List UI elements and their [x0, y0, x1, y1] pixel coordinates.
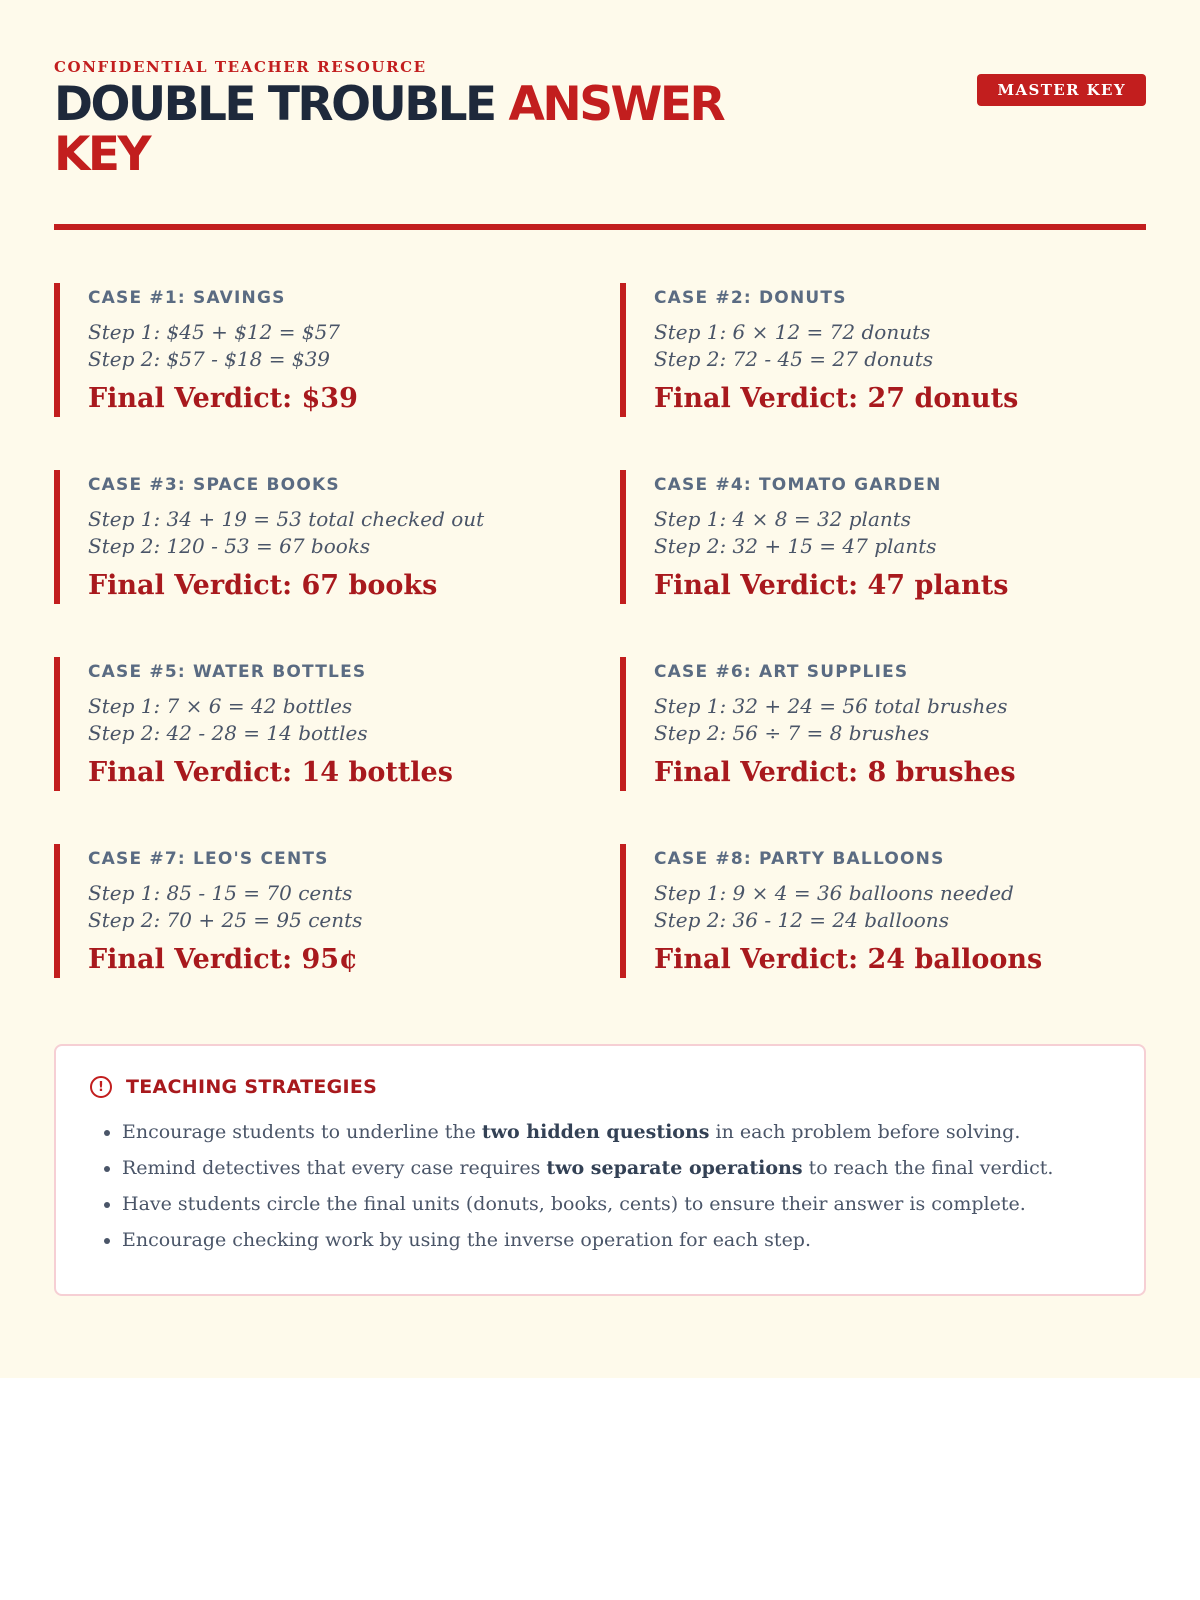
- case-card: [54, 470, 580, 604]
- case-title: CASE #8: PARTY BALLOONS: [654, 849, 945, 869]
- strategy-text: Have students circle the final units (donuts, books, cents) to ensure their answer is complete.: [122, 1193, 1026, 1215]
- strategies-header: [90, 1076, 1110, 1098]
- case-step: Step 1: 34 + 19 = 53 total checked out: [88, 507, 485, 531]
- case-step: Step 2: 32 + 15 = 47 plants: [654, 534, 937, 558]
- strategy-item: [122, 1114, 1110, 1150]
- title-main: DOUBLE TROUBLE: [54, 77, 495, 132]
- case-card: [620, 657, 1146, 791]
- case-step: Step 1: 32 + 24 = 56 total brushes: [654, 694, 1008, 718]
- case-verdict: Final Verdict: 47 plants: [654, 570, 1009, 601]
- strategy-item: [122, 1222, 1110, 1258]
- case-verdict: Final Verdict: $39: [88, 383, 358, 414]
- strategy-item: [122, 1186, 1110, 1222]
- case-steps: [88, 880, 580, 934]
- strategy-emphasis: two separate operations: [546, 1157, 803, 1179]
- case-step: Step 2: 72 - 45 = 27 donuts: [654, 347, 934, 371]
- case-steps: [88, 693, 580, 747]
- strategies-title: TEACHING STRATEGIES: [126, 1076, 378, 1098]
- case-steps: [88, 506, 580, 560]
- cases-grid: [54, 283, 1146, 978]
- header-divider: [54, 224, 1146, 230]
- case-title: CASE #3: SPACE BOOKS: [88, 475, 340, 495]
- case-title: CASE #1: SAVINGS: [88, 288, 286, 308]
- case-step: Step 1: 4 × 8 = 32 plants: [654, 507, 912, 531]
- case-steps: [654, 693, 1146, 747]
- case-steps: [654, 880, 1146, 934]
- case-verdict: Final Verdict: 24 balloons: [654, 944, 1043, 975]
- page-title: [54, 77, 774, 182]
- case-card: [54, 283, 580, 417]
- case-title: CASE #6: ART SUPPLIES: [654, 662, 909, 682]
- master-key-badge: MASTER KEY: [977, 74, 1146, 106]
- strategy-emphasis: two hidden questions: [481, 1121, 710, 1143]
- case-verdict: Final Verdict: 67 books: [88, 570, 438, 601]
- case-verdict: Final Verdict: 27 donuts: [654, 383, 1019, 414]
- case-card: [620, 283, 1146, 417]
- case-step: Step 1: 6 × 12 = 72 donuts: [654, 320, 931, 344]
- case-step: Step 2: 70 + 25 = 95 cents: [88, 908, 363, 932]
- alert-circle-icon: !: [90, 1076, 112, 1098]
- case-title: CASE #4: TOMATO GARDEN: [654, 475, 942, 495]
- case-verdict: Final Verdict: 95¢: [88, 944, 358, 975]
- title-accent: ANSWER KEY: [54, 77, 724, 182]
- case-card: [620, 470, 1146, 604]
- eyebrow-label: CONFIDENTIAL TEACHER RESOURCE: [54, 58, 427, 76]
- strategy-text: Encourage checking work by using the inverse operation for each step.: [122, 1229, 812, 1251]
- case-card: [620, 844, 1146, 978]
- case-steps: [654, 319, 1146, 373]
- case-card: [54, 844, 580, 978]
- case-step: Step 2: 56 ÷ 7 = 8 brushes: [654, 721, 930, 745]
- case-verdict: Final Verdict: 8 brushes: [654, 757, 1016, 788]
- case-card: [54, 657, 580, 791]
- case-steps: [88, 319, 580, 373]
- strategy-text: Remind detectives that every case requires: [122, 1157, 547, 1179]
- case-step: Step 1: 7 × 6 = 42 bottles: [88, 694, 353, 718]
- strategy-item: [122, 1150, 1110, 1186]
- case-steps: [654, 506, 1146, 560]
- case-title: CASE #5: WATER BOTTLES: [88, 662, 367, 682]
- case-verdict: Final Verdict: 14 bottles: [88, 757, 453, 788]
- teaching-strategies-box: [54, 1044, 1146, 1296]
- strategy-text: in each problem before solving.: [709, 1121, 1021, 1143]
- case-step: Step 2: 36 - 12 = 24 balloons: [654, 908, 949, 932]
- case-step: Step 2: $57 - $18 = $39: [88, 347, 331, 371]
- case-step: Step 2: 42 - 28 = 14 bottles: [88, 721, 368, 745]
- case-step: Step 2: 120 - 53 = 67 books: [88, 534, 371, 558]
- case-step: Step 1: $45 + $12 = $57: [88, 320, 341, 344]
- case-title: CASE #7: LEO'S CENTS: [88, 849, 329, 869]
- case-step: Step 1: 85 - 15 = 70 cents: [88, 881, 353, 905]
- case-step: Step 1: 9 × 4 = 36 balloons needed: [654, 881, 1014, 905]
- strategies-list: [90, 1114, 1110, 1258]
- strategy-text: Encourage students to underline the: [122, 1121, 482, 1143]
- strategy-text: to reach the final verdict.: [802, 1157, 1054, 1179]
- case-title: CASE #2: DONUTS: [654, 288, 847, 308]
